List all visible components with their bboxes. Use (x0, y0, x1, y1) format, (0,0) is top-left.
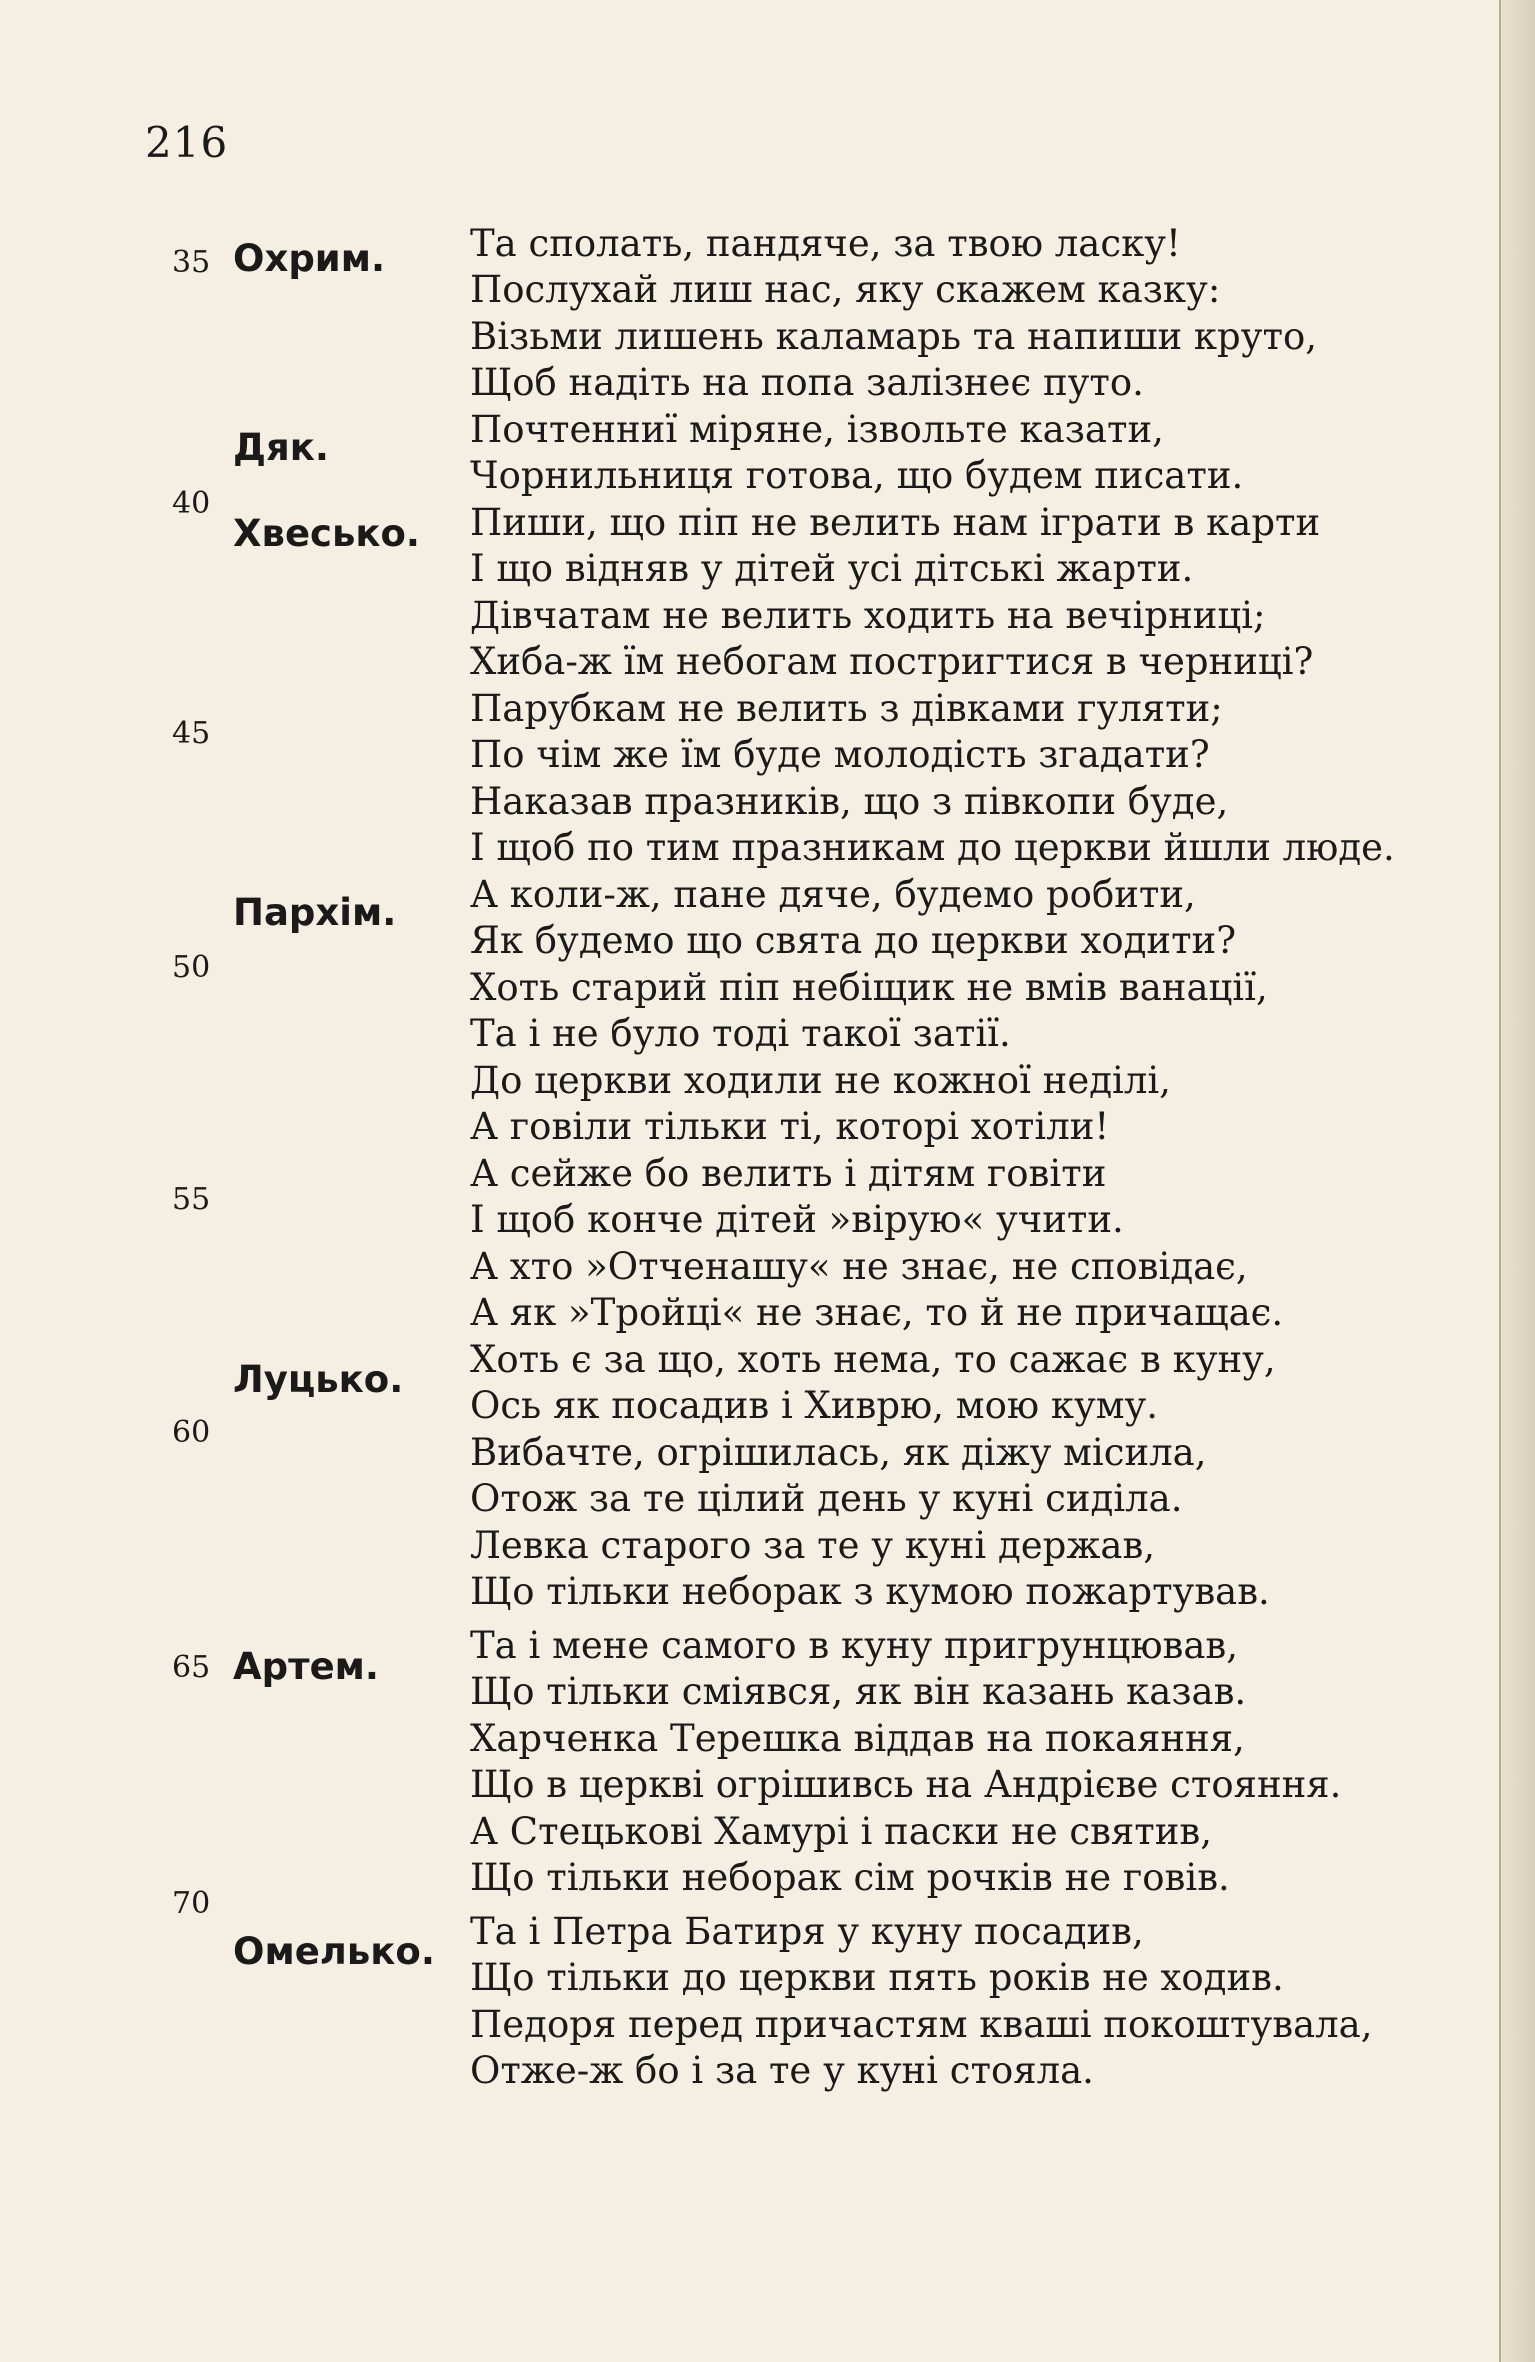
page-number: 216 (145, 118, 229, 167)
verse-line: Хоть старий піп небіщик не вмів ванації, (470, 966, 1268, 1009)
speaker-lutsko: Луцько. (233, 1358, 404, 1401)
verse-line: Візьми лишень каламарь та напиши круто, (470, 315, 1317, 358)
verse-line: Та і Петра Батиря у куну посадив, (470, 1910, 1144, 1953)
verse-line: А коли-ж, пане дяче, будемо робити, (470, 873, 1196, 916)
verse-line: А говіли тільки ті, которі хотіли! (470, 1105, 1110, 1148)
verse-line: Хиба-ж їм небогам постригтися в черниці? (470, 640, 1314, 683)
verse-line: І що відняв у дітей усі дітські жарти. (470, 547, 1194, 590)
verse-line: Наказав празників, що з півкопи буде, (470, 780, 1229, 823)
verse-line: Дівчатам не велить ходить на вечірниці; (470, 594, 1266, 637)
line-number: 65 (172, 1650, 211, 1685)
speaker-parkhim: Пархім. (233, 891, 397, 934)
verse-line: Та і мене самого в куну пригрунцював, (470, 1624, 1239, 1667)
verse-line: Послухай лиш нас, яку скажем казку: (470, 268, 1221, 311)
line-number: 60 (172, 1415, 211, 1450)
verse-line: Почтенниї міряне, ізвольте казати, (470, 408, 1164, 451)
verse-line: Що тільки неборак з кумою пожартував. (470, 1570, 1270, 1613)
speaker-omelko: Омелько. (233, 1930, 435, 1973)
verse-line: Вибачте, огрішилась, як діжу місила, (470, 1431, 1207, 1474)
verse-line: А хто »Отченашу« не знає, не сповідає, (470, 1245, 1248, 1288)
line-number: 45 (172, 716, 211, 751)
speaker-okhrym: Охрим. (233, 237, 386, 280)
verse-line: І щоб конче дітей »вірую« учити. (470, 1198, 1124, 1241)
verse-line: Ось як посадив і Хиврю, мою куму. (470, 1384, 1159, 1427)
speaker-artem: Артем. (233, 1645, 379, 1688)
verse-line: По чім же їм буде молодість згадати? (470, 733, 1210, 776)
line-number: 55 (172, 1182, 211, 1217)
verse-line: Отже-ж бо і за те у куні стояла. (470, 2049, 1094, 2092)
line-number: 50 (172, 950, 211, 985)
verse-line: До церкви ходили не кожної неділі, (470, 1059, 1171, 1102)
page-edge (1499, 0, 1535, 2362)
verse-line: А сейже бо велить і дітям говіти (470, 1152, 1107, 1195)
verse-line: Та сполать, пандяче, за твою ласку! (470, 222, 1181, 265)
verse-line: Та і не було тоді такої затії. (470, 1012, 1011, 1055)
verse-line: Педоря перед причастям кваші покоштувала, (470, 2003, 1373, 2046)
speaker-diak: Дяк. (233, 426, 329, 469)
verse-line: Парубкам не велить з дівками гуляти; (470, 687, 1223, 730)
verse-line: Хоть є за що, хоть нема, то сажає в куну, (470, 1338, 1276, 1381)
verse-line: Як будемо що свята до церкви ходити? (470, 919, 1237, 962)
verse-line: А Стецькові Хамурі і паски не святив, (470, 1810, 1212, 1853)
verse-line: А як »Тройці« не знає, то й не причащає. (470, 1291, 1284, 1334)
speaker-khvesko: Хвесько. (233, 512, 420, 555)
line-number: 70 (172, 1886, 211, 1921)
line-number: 40 (172, 486, 211, 521)
verse-line: Пиши, що піп не велить нам іграти в карти (470, 501, 1321, 544)
verse-line: Харченка Терешка віддав на покаяння, (470, 1717, 1245, 1760)
verse-line: Левка старого за те у куні держав, (470, 1524, 1156, 1567)
verse-line: Щоб надіть на попа залізнеє путо. (470, 361, 1144, 404)
verse-line: Що тільки неборак сім рочків не говів. (470, 1856, 1230, 1899)
verse-line: Що тільки до церкви пять років не ходив. (470, 1956, 1284, 1999)
line-number: 35 (172, 245, 211, 280)
verse-line: Чорнильниця готова, що будем писати. (470, 454, 1244, 497)
verse-line: Отож за те цілий день у куні сиділа. (470, 1477, 1183, 1520)
verse-line: І щоб по тим празникам до церкви йшли люде. (470, 826, 1395, 869)
verse-line: Що тільки сміявся, як він казань казав. (470, 1670, 1247, 1713)
verse-line: Що в церкві огрішивсь на Андрієве стояння. (470, 1763, 1342, 1806)
